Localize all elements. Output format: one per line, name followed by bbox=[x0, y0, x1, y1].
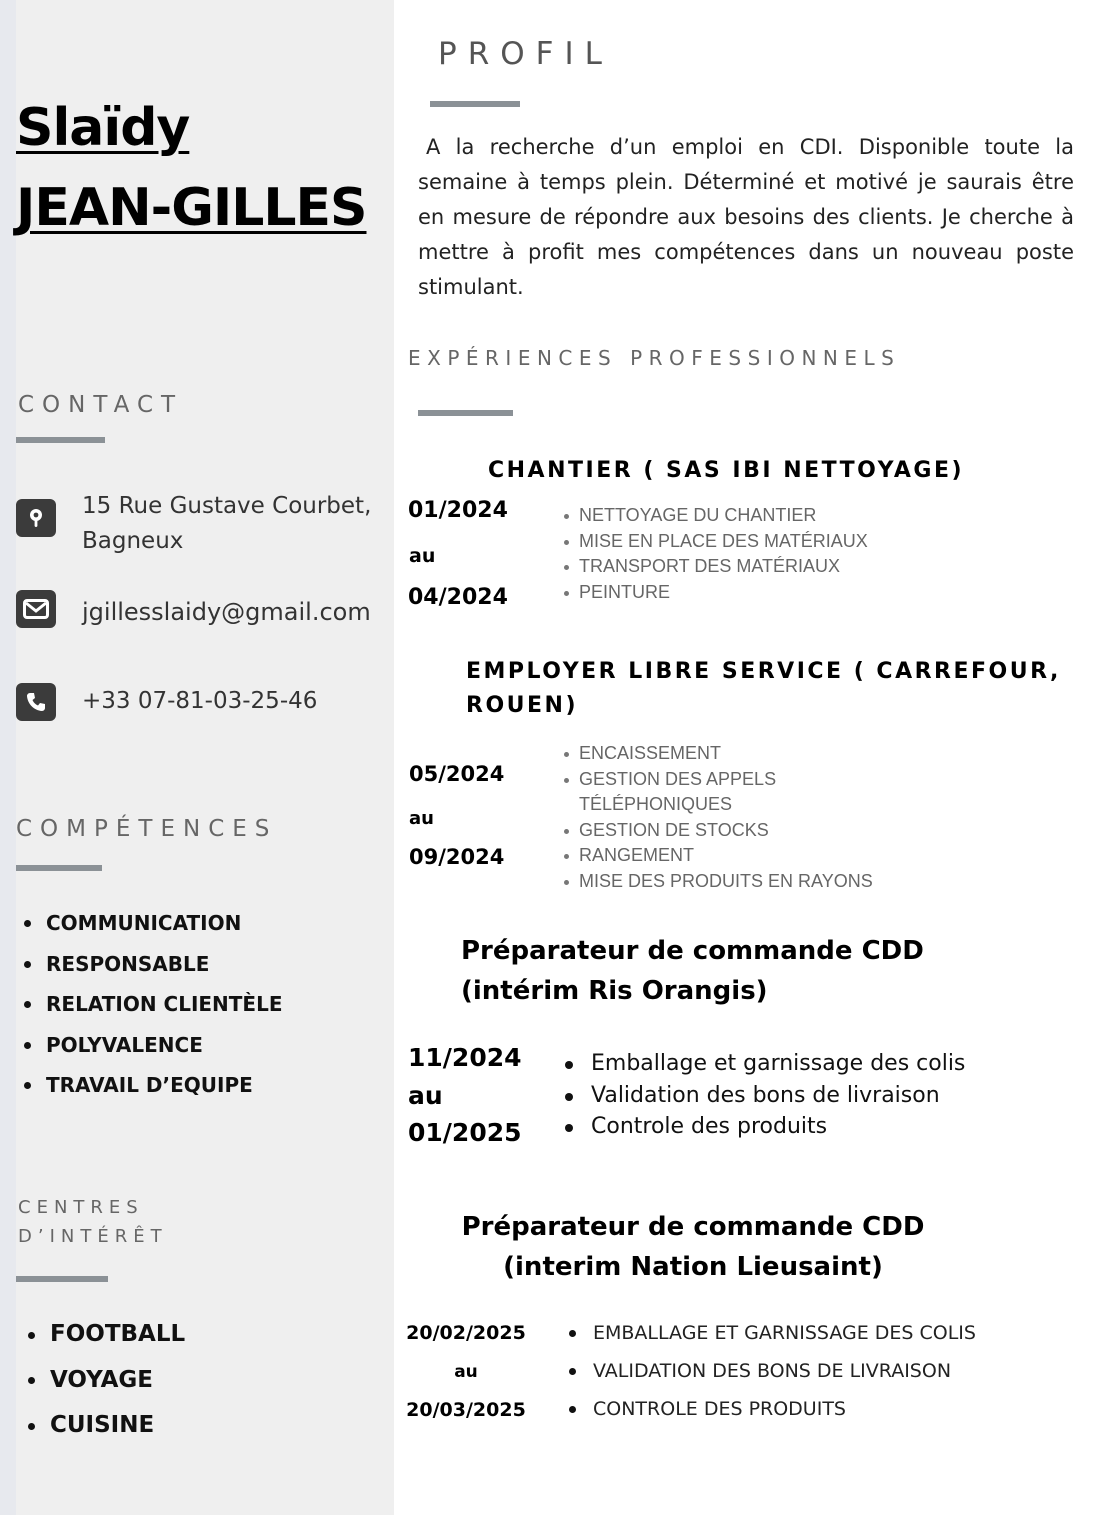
task-item: GESTION DE STOCKS bbox=[579, 818, 819, 844]
skills-heading: COMPÉTENCES bbox=[16, 816, 278, 842]
task-item: Controle des produits bbox=[591, 1111, 965, 1143]
job-title-line-1: Préparateur de commande CDD bbox=[461, 936, 924, 966]
left-edge-strip bbox=[0, 0, 16, 1515]
job-title bbox=[466, 655, 1061, 723]
job-title: CHANTIER ( SAS IBI NETTOYAGE) bbox=[488, 458, 965, 483]
task-item: VALIDATION DES BONS DE LIVRAISON bbox=[593, 1352, 976, 1390]
experience-heading: EXPÉRIENCES PROFESSIONNELS bbox=[408, 346, 901, 370]
address-line-1: 15 Rue Gustave Courbet, bbox=[82, 493, 372, 519]
skill-item: RELATION CLIENTÈLE bbox=[46, 984, 283, 1025]
job-start-date: 11/2024 bbox=[408, 1043, 522, 1072]
job-title-line-2: ROUEN) bbox=[466, 693, 579, 718]
job-tasks bbox=[579, 503, 868, 605]
task-item: Validation des bons de livraison bbox=[591, 1080, 965, 1112]
interest-item: VOYAGE bbox=[50, 1358, 185, 1404]
interest-item: FOOTBALL bbox=[50, 1312, 185, 1358]
job-tasks bbox=[591, 1048, 965, 1143]
job-title-line-1: EMPLOYER LIBRE SERVICE ( CARREFOUR, bbox=[466, 659, 1061, 684]
job-date-separator: au bbox=[409, 808, 434, 829]
phone-number[interactable]: +33 07-81-03-25-46 bbox=[82, 688, 318, 714]
task-item: NETTOYAGE DU CHANTIER bbox=[579, 503, 868, 529]
experience-heading-rule bbox=[418, 410, 513, 416]
skill-item: POLYVALENCE bbox=[46, 1025, 283, 1066]
job-tasks bbox=[579, 741, 873, 894]
job-end-date: 04/2024 bbox=[408, 585, 508, 610]
task-item: GESTION DES APPELS TÉLÉPHONIQUES bbox=[579, 767, 819, 818]
task-item: ENCAISSEMENT bbox=[579, 741, 819, 767]
phone-icon bbox=[16, 683, 56, 721]
interests-heading-line-1: CENTRES bbox=[18, 1197, 144, 1218]
skill-item: RESPONSABLE bbox=[46, 944, 283, 985]
map-pin-icon bbox=[16, 499, 56, 537]
address-line-2: Bagneux bbox=[82, 528, 184, 554]
job-tasks bbox=[593, 1314, 976, 1428]
task-item: MISE DES PRODUITS EN RAYONS bbox=[579, 869, 909, 895]
task-item: MISE EN PLACE DES MATÉRIAUX bbox=[579, 529, 868, 555]
job-date-separator: au bbox=[409, 545, 436, 567]
job-start-date: 20/02/2025 bbox=[406, 1322, 526, 1344]
job-date-separator: au bbox=[408, 1081, 443, 1110]
task-item: CONTROLE DES PRODUITS bbox=[593, 1390, 976, 1428]
task-item: RANGEMENT bbox=[579, 843, 819, 869]
task-item: Emballage et garnissage des colis bbox=[591, 1048, 965, 1080]
job-start-date: 05/2024 bbox=[409, 762, 505, 786]
job-end-date: 01/2025 bbox=[408, 1118, 522, 1147]
email[interactable]: jgillesslaidy@gmail.com bbox=[82, 598, 371, 626]
address bbox=[82, 489, 371, 559]
skills-list bbox=[46, 903, 283, 1106]
job-title bbox=[461, 931, 924, 1011]
skill-item: TRAVAIL D’EQUIPE bbox=[46, 1065, 283, 1106]
contact-heading: CONTACT bbox=[18, 392, 184, 418]
profile-heading: PROFIL bbox=[438, 36, 613, 72]
envelope-icon bbox=[16, 590, 56, 628]
skill-item: COMMUNICATION bbox=[46, 903, 283, 944]
last-name: JEAN-GILLES bbox=[16, 178, 367, 238]
job-title-line-1: Préparateur de commande CDD bbox=[461, 1212, 925, 1242]
job-title bbox=[446, 1207, 940, 1287]
job-title-line-2: (interim Nation Lieusaint) bbox=[503, 1252, 883, 1282]
profile-heading-rule bbox=[430, 101, 520, 107]
job-date-separator: au bbox=[454, 1362, 478, 1382]
task-item: PEINTURE bbox=[579, 580, 868, 606]
interests-list bbox=[50, 1312, 185, 1449]
interest-item: CUISINE bbox=[50, 1403, 185, 1449]
first-name: Slaïdy bbox=[16, 98, 190, 158]
contact-heading-rule bbox=[16, 437, 105, 443]
task-item: EMBALLAGE ET GARNISSAGE DES COLIS bbox=[593, 1314, 976, 1352]
task-item: TRANSPORT DES MATÉRIAUX bbox=[579, 554, 868, 580]
job-start-date: 01/2024 bbox=[408, 498, 508, 523]
interests-heading-line-2: D’INTÉRÊT bbox=[18, 1226, 168, 1247]
job-end-date: 09/2024 bbox=[409, 845, 505, 869]
job-end-date: 20/03/2025 bbox=[406, 1399, 526, 1421]
skills-heading-rule bbox=[16, 865, 102, 871]
candidate-name bbox=[16, 88, 367, 248]
interests-heading-rule bbox=[16, 1276, 108, 1282]
interests-heading bbox=[18, 1193, 168, 1251]
profile-text: A la recherche d’un emploi en CDI. Disponible toute la semaine à temps plein. Déterminé et motivé je saurais être en mesure de répondre aux besoins des clients. Je cherche à mettre à profit mes compétences dans un nouveau poste stimulant. bbox=[418, 135, 1074, 299]
job-title-line-2: (intérim Ris Orangis) bbox=[461, 976, 768, 1006]
